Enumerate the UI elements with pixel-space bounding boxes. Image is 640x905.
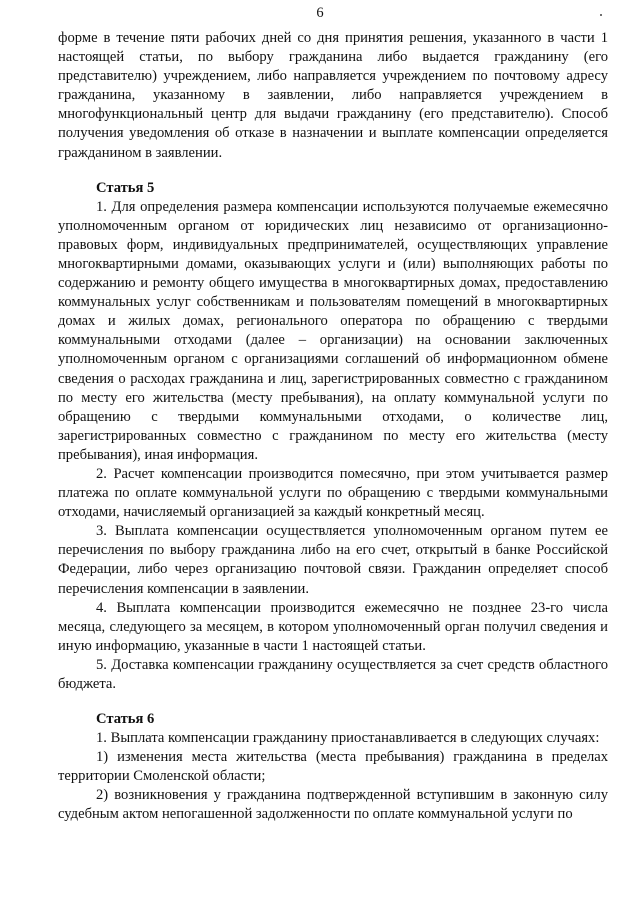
article-5-heading: Статья 5 xyxy=(96,179,155,196)
article-6-item-2: 2) возникновения у гражданина подтвержденной вступившим в законную силу судебным актом непогашенной задолженности по оплате коммунальной услуги по xyxy=(58,787,608,823)
page-number: 6 xyxy=(316,5,324,21)
article-5-paragraph-1: 1. Для определения размера компенсации используются получаемые ежемесячно уполномоченным органом от юридических лиц независимо от организационно-правовых форм, индивидуальных предпринимателей, осуществляющих управление многоквартирными домами, оказывающих услуги и (или) выполняющих работы по содержанию и ремонту общего имущества в многоквартирных домах, предоставлению коммунальных услуг собственникам и пользователям помещений в многоквартирных домах и жилых домах, регионального оператора по обращению с твердыми коммунальными отходами (далее – организации) на основании заключенных уполномоченным органом с организациями соглашений об информационном обмене сведения о расходах гражданина и лиц, зарегистрированных совместно с гражданином по месту его жительства (месту пребывания), на оплату коммунальной услуги по обращению с твердыми коммунальными отходами, о количестве лиц, зарегистрированных совместно с гражданином по месту его жительства (месту пребывания), иная информация. xyxy=(58,198,608,463)
article-5-paragraph-4: 4. Выплата компенсации производится ежемесячно не позднее 23-го числа месяца, следующего за месяцем, в котором уполномоченный орган получил сведения и иную информацию, указанные в части 1 настоящей статьи. xyxy=(58,599,608,654)
intro-paragraph: форме в течение пяти рабочих дней со дня принятия решения, указанного в части 1 настоящей статьи, по выбору гражданина либо выдается гражданину (его представителю) учреждением, либо направляется учреждением по почтовому адресу гражданина, указанному в заявлении, либо направляется учреждением в многофункциональный центр для выдачи гражданину (его представителю). Способ получения уведомления об отказе в назначении и выплате компенсации определяется гражданином в заявлении. xyxy=(58,30,608,161)
document-body xyxy=(58,29,608,825)
article-6-heading: Статья 6 xyxy=(96,711,155,728)
article-6-item-1: 1) изменения места жительства (места пребывания) гражданина в пределах территории Смоленской области; xyxy=(58,749,608,785)
article-5-paragraph-2: 2. Расчет компенсации производится помесячно, при этом учитывается размер платежа по оплате коммунальной услуги по обращению с твердыми коммунальными отходами, начисляемый организацией за каждый конкретный месяц. xyxy=(58,465,608,521)
article-5-paragraph-5: 5. Доставка компенсации гражданину осуществляется за счет средств областного бюджета. xyxy=(58,656,608,692)
article-6-paragraph-1: 1. Выплата компенсации гражданину приостанавливается в следующих случаях: xyxy=(96,730,600,747)
article-5-paragraph-3: 3. Выплата компенсации осуществляется уполномоченным органом путем ее перечисления по выбору гражданина либо на его счет, открытый в банке Российской Федерации, либо через организацию почтовой связи. Гражданин определяет способ перечисления компенсации в заявлении. xyxy=(58,523,608,597)
